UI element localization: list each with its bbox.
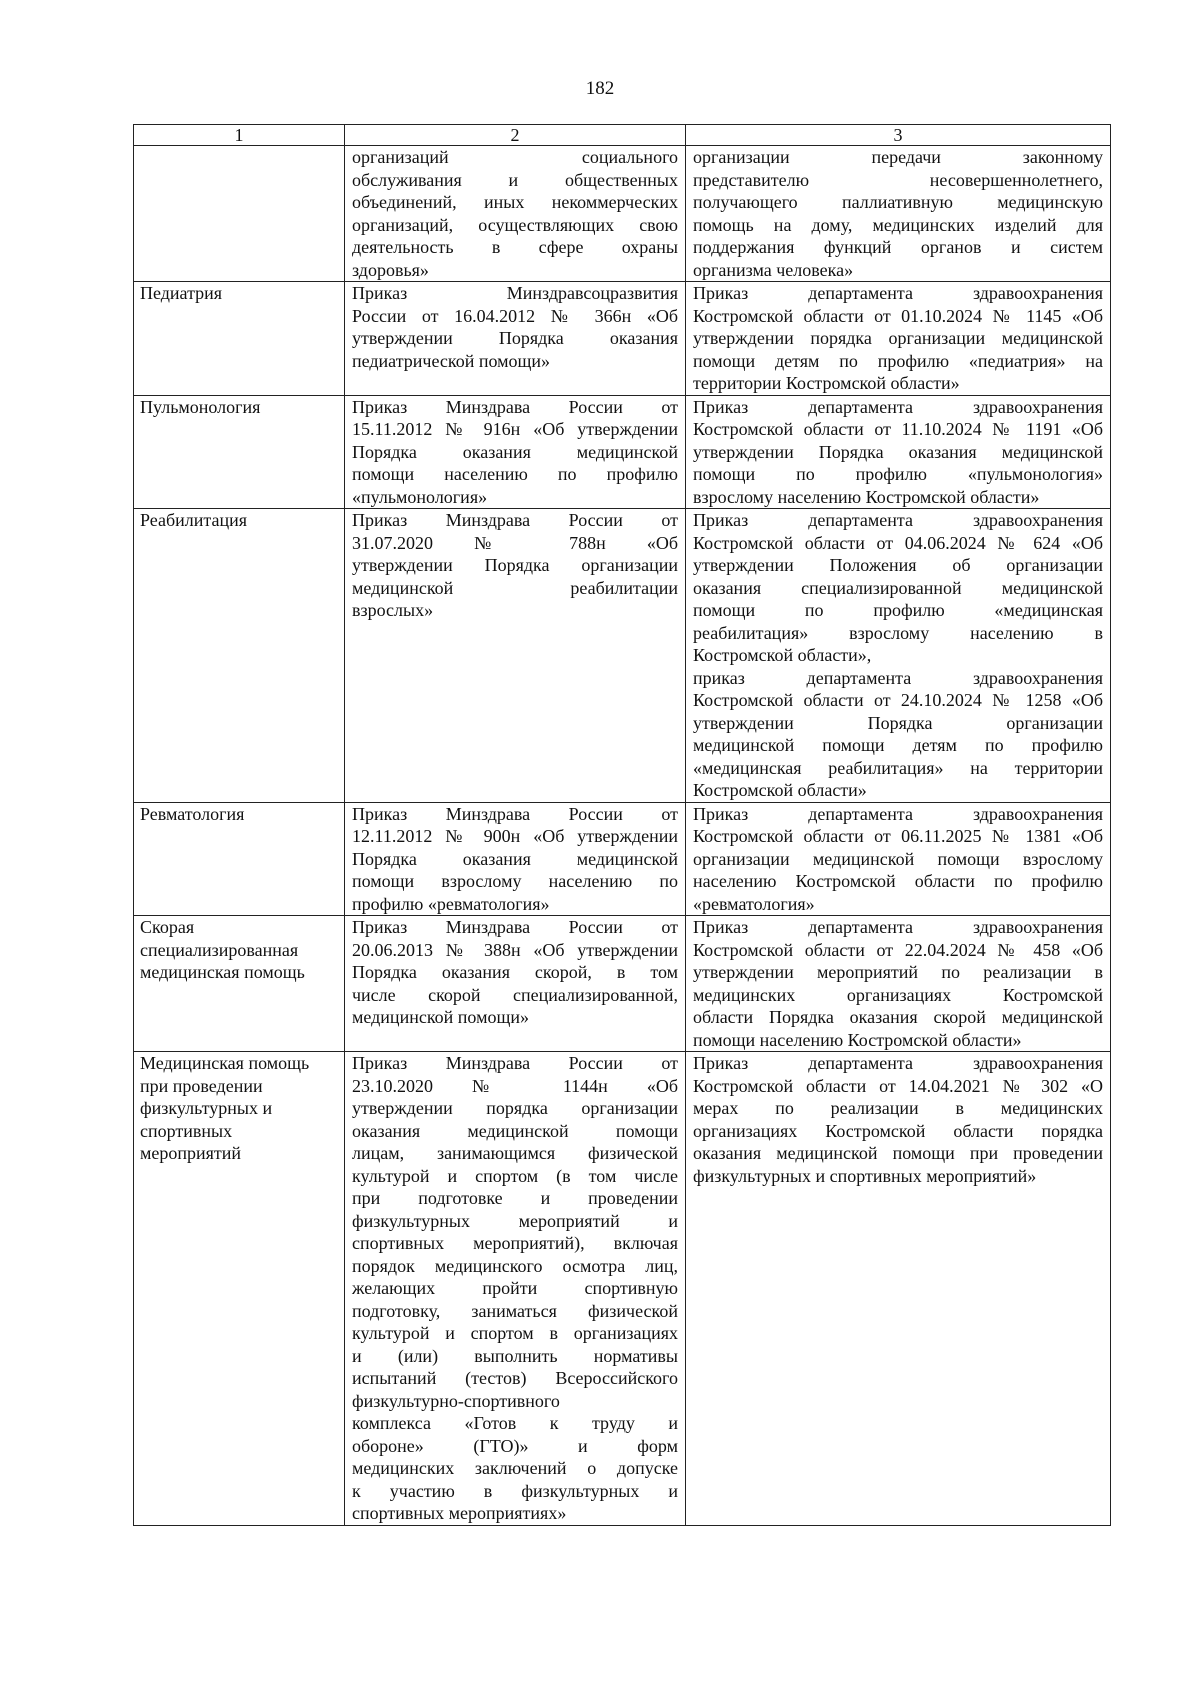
cell-text-line: помощи населению по профилю xyxy=(352,464,678,484)
cell-text-line: Приказ департамента здравоохранения xyxy=(693,1053,1103,1073)
column-header-1: 1 xyxy=(134,125,345,146)
cell-text-line: спортивных мероприятиях» xyxy=(352,1503,567,1523)
cell-text-line: организаций, осуществляющих свою xyxy=(352,214,678,235)
cell-text-line: утверждении порядка организации медицинской xyxy=(693,328,1103,348)
table-row xyxy=(134,282,1111,396)
cell-text-line: медицинских организациях Костромской xyxy=(693,984,1103,1005)
regional-order-cell xyxy=(686,509,1111,803)
cell-text-line: Порядка оказания медицинской xyxy=(352,441,678,462)
cell-text-line: спортивных мероприятий), включая xyxy=(352,1233,678,1253)
cell-text-line: Приказ Минздрава России от xyxy=(352,803,678,824)
cell-text-line: представителю несовершеннолетнего, xyxy=(693,169,1103,190)
cell-text-line: организации медицинской помощи взрослому xyxy=(693,848,1103,869)
cell-text-line: испытаний (тестов) Всероссийского xyxy=(352,1368,678,1388)
cell-text-line: взрослому населению Костромской области» xyxy=(693,486,1040,507)
cell-text-line: деятельность в сфере охраны xyxy=(352,237,678,257)
regional-order-cell xyxy=(686,1052,1111,1526)
cell-text-line: взрослых» xyxy=(352,600,434,620)
cell-text-line: Скорая xyxy=(140,917,195,937)
cell-text-line: Порядка оказания медицинской xyxy=(352,848,678,869)
cell-text-line: медицинских заключений о допуске xyxy=(352,1458,678,1478)
regional-order-cell xyxy=(686,395,1111,509)
cell-text-line: физкультурных и xyxy=(140,1098,273,1118)
profile-cell xyxy=(134,1052,345,1526)
cell-text-line: 15.11.2012 № 916н «Об утверждении xyxy=(352,419,678,439)
cell-text-line: специализированная xyxy=(140,939,299,960)
cell-text-line: 20.06.2013 № 388н «Об утверждении xyxy=(352,939,678,960)
regional-order-cell xyxy=(686,282,1111,396)
cell-text-line: при подготовке и проведении xyxy=(352,1188,678,1208)
cell-text-line: Костромской области от 04.06.2024 № 624 «Об xyxy=(693,532,1103,553)
cell-text-line: оказания медицинской помощи xyxy=(352,1120,678,1141)
cell-text-line: Педиатрия xyxy=(140,283,223,303)
cell-text-line: помощи по профилю «пульмонология» xyxy=(693,464,1103,484)
cell-text-line: «медицинская реабилитация» на территории xyxy=(693,757,1103,778)
cell-text-line: культурой и спортом в организациях xyxy=(352,1323,678,1343)
cell-text-line: мероприятий xyxy=(140,1143,242,1163)
cell-text-line: культурой и спортом (в том числе xyxy=(352,1165,678,1186)
cell-text-line: желающих пройти спортивную xyxy=(352,1278,678,1298)
cell-text-line: лицам, занимающимся физической xyxy=(352,1143,678,1163)
table-row xyxy=(134,1052,1111,1526)
cell-text-line: утверждении Порядка оказания медицинской xyxy=(693,441,1103,462)
table-row xyxy=(134,802,1111,916)
cell-text-line: и (или) выполнить нормативы xyxy=(352,1345,678,1366)
federal-order-cell xyxy=(345,395,686,509)
cell-text-line: медицинской помощи» xyxy=(352,1007,529,1027)
cell-text-line: Приказ департамента здравоохранения xyxy=(693,803,1103,824)
cell-text-line: Костромской области от 22.04.2024 № 458 «Об xyxy=(693,939,1103,960)
profile-cell xyxy=(134,802,345,916)
federal-order-cell xyxy=(345,1052,686,1526)
cell-text-line: медицинской реабилитации xyxy=(352,577,678,598)
cell-text-line: реабилитация» взрослому населению в xyxy=(693,622,1103,643)
cell-text-line: получающего паллиативную медицинскую xyxy=(693,192,1103,212)
table-row xyxy=(134,509,1111,803)
page-number: 182 xyxy=(585,78,615,99)
cell-text-line: Костромской области от 11.10.2024 № 1191 «Об xyxy=(693,419,1103,439)
cell-text-line: порядок медицинского осмотра лиц, xyxy=(352,1255,678,1276)
cell-text-line: числе скорой специализированной, xyxy=(352,984,678,1005)
federal-order-cell xyxy=(345,509,686,803)
cell-text-line: помощи по профилю «медицинская xyxy=(693,600,1103,620)
cell-text-line: помощь на дому, медицинских изделий для xyxy=(693,214,1103,235)
cell-text-line: помощи населению Костромской области» xyxy=(693,1029,1022,1050)
cell-text-line: Приказ Минздрава России от xyxy=(352,917,678,937)
cell-text-line: Приказ департамента здравоохранения xyxy=(693,917,1103,937)
cell-text-line: Реабилитация xyxy=(140,510,247,530)
profile-cell xyxy=(134,146,345,282)
cell-text-line: «пульмонология» xyxy=(352,486,488,507)
cell-text-line: Приказ Минздравсоцразвития xyxy=(352,283,678,303)
cell-text-line: медицинской помощи детям по профилю xyxy=(693,735,1103,755)
federal-order-cell xyxy=(345,916,686,1052)
cell-text-line: утверждении Положения об организации xyxy=(693,555,1103,575)
cell-text-line: 12.11.2012 № 900н «Об утверждении xyxy=(352,826,678,846)
cell-text-line: Приказ департамента здравоохранения xyxy=(693,283,1103,303)
cell-text-line: «ревматология» xyxy=(693,893,815,914)
regional-order-cell xyxy=(686,146,1111,282)
cell-text-line: России от 16.04.2012 № 366н «Об xyxy=(352,305,678,326)
cell-text-line: Приказ Минздрава России от xyxy=(352,396,678,417)
cell-text-line: мерах по реализации в медицинских xyxy=(693,1098,1103,1118)
cell-text-line: объединений, иных некоммерческих xyxy=(352,192,678,212)
column-header-3: 3 xyxy=(686,125,1111,146)
cell-text-line: утверждении порядка организации xyxy=(352,1098,678,1118)
cell-text-line: Костромской области от 14.04.2021 № 302 «О xyxy=(693,1075,1103,1096)
cell-text-line: помощи взрослому населению по xyxy=(352,871,678,891)
cell-text-line: подготовку, заниматься физической xyxy=(352,1300,678,1321)
cell-text-line: Приказ Минздрава России от xyxy=(352,1053,678,1073)
cell-text-line: организации передачи законному xyxy=(693,147,1103,167)
cell-text-line: области Порядка оказания скорой медицинской xyxy=(693,1007,1103,1027)
table-row xyxy=(134,146,1111,282)
cell-text-line: физкультурно-спортивного xyxy=(352,1390,560,1411)
cell-text-line: обороне» (ГТО)» и форм xyxy=(352,1435,678,1456)
cell-text-line: утверждении мероприятий по реализации в xyxy=(693,962,1103,982)
cell-text-line: Костромской области» xyxy=(693,780,867,800)
cell-text-line: медицинская помощь xyxy=(140,962,305,982)
cell-text-line: населению Костромской области по профилю xyxy=(693,871,1103,891)
table-body xyxy=(134,146,1111,1526)
regional-order-cell xyxy=(686,802,1111,916)
table-header-row xyxy=(134,125,1111,146)
cell-text-line: физкультурных и спортивных мероприятий» xyxy=(693,1165,1037,1186)
cell-text-line: оказания специализированной медицинской xyxy=(693,577,1103,598)
cell-text-line: Костромской области от 01.10.2024 № 1145 «Об xyxy=(693,305,1103,326)
cell-text-line: организациях Костромской области порядка xyxy=(693,1120,1103,1141)
cell-text-line: Приказ Минздрава России от xyxy=(352,510,678,530)
profile-cell xyxy=(134,282,345,396)
cell-text-line: комплекса «Готов к труду и xyxy=(352,1413,678,1433)
cell-text-line: обслуживания и общественных xyxy=(352,169,678,190)
regional-order-cell xyxy=(686,916,1111,1052)
cell-text-line: 31.07.2020 № 788н «Об xyxy=(352,532,678,553)
cell-text-line: профилю «ревматология» xyxy=(352,893,550,914)
table-row xyxy=(134,916,1111,1052)
federal-order-cell xyxy=(345,802,686,916)
cell-text-line: Ревматология xyxy=(140,803,245,824)
profile-cell xyxy=(134,395,345,509)
cell-text-line: Костромской области от 24.10.2024 № 1258 «Об xyxy=(693,690,1103,710)
cell-text-line: утверждении Порядка оказания xyxy=(352,328,678,348)
column-header-2: 2 xyxy=(345,125,686,146)
regulations-table xyxy=(133,124,1111,1526)
cell-text-line: помощи детям по профилю «педиатрия» на xyxy=(693,350,1103,371)
cell-text-line: здоровья» xyxy=(352,259,429,280)
cell-text-line: Костромской области», xyxy=(693,645,872,665)
profile-cell xyxy=(134,509,345,803)
profile-cell xyxy=(134,916,345,1052)
cell-text-line: к участию в физкультурных и xyxy=(352,1480,678,1501)
cell-text-line: Порядка оказания скорой, в том xyxy=(352,962,678,982)
cell-text-line: организма человека» xyxy=(693,259,854,280)
cell-text-line: Пульмонология xyxy=(140,396,261,417)
cell-text-line: педиатрической помощи» xyxy=(352,350,551,371)
cell-text-line: при проведении xyxy=(140,1075,263,1096)
cell-text-line: Приказ департамента здравоохранения xyxy=(693,396,1103,417)
cell-text-line: территории Костромской области» xyxy=(693,373,960,393)
cell-text-line: Костромской области от 06.11.2025 № 1381 «Об xyxy=(693,826,1103,846)
cell-text-line: Медицинская помощь xyxy=(140,1053,310,1073)
cell-text-line: физкультурных мероприятий и xyxy=(352,1210,678,1231)
federal-order-cell xyxy=(345,282,686,396)
cell-text-line: утверждении Порядка организации xyxy=(352,555,678,575)
cell-text-line: приказ департамента здравоохранения xyxy=(693,667,1103,688)
cell-text-line: спортивных xyxy=(140,1120,233,1141)
federal-order-cell xyxy=(345,146,686,282)
cell-text-line: Приказ департамента здравоохранения xyxy=(693,510,1103,530)
cell-text-line: оказания медицинской помощи при проведении xyxy=(693,1143,1103,1163)
table-row xyxy=(134,395,1111,509)
cell-text-line: 23.10.2020 № 1144н «Об xyxy=(352,1075,678,1096)
cell-text-line: поддержания функций органов и систем xyxy=(693,237,1103,257)
cell-text-line: организаций социального xyxy=(352,147,678,167)
cell-text-line: утверждении Порядка организации xyxy=(693,712,1103,733)
